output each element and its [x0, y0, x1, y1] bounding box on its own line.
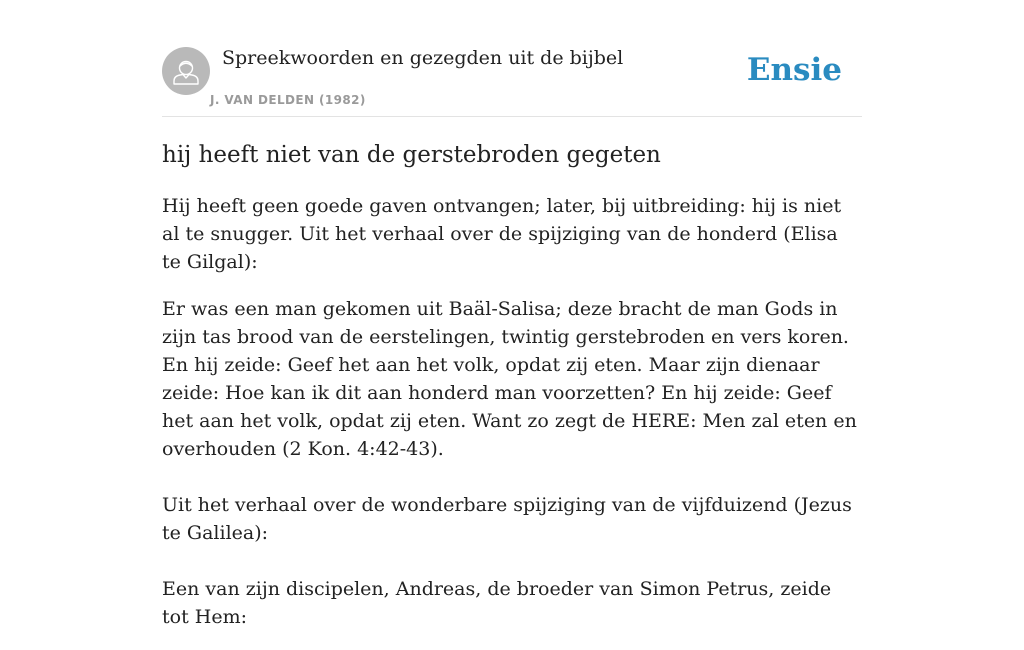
book-title[interactable]: Spreekwoorden en gezegden uit de bijbel [222, 47, 624, 69]
user-silhouette-icon [162, 47, 210, 95]
entry-paragraph: Er was een man gekomen uit Baäl-Salisa; deze bracht de man Gods in zijn tas brood van de eerstelingen, twintig gerstebroden en vers koren. En hij zeide: Geef het aan het volk, opdat zij eten. Maar zijn dienaar zeide: Hoe kan ik dit aan honderd man voorzetten? En hij zeide: Geef het aan het volk, opdat zij eten. Want zo zegt de HERE: Men zal eten en overhouden (2 Kon. 4:42-43). [162, 298, 857, 460]
avatar[interactable] [162, 47, 210, 95]
header [162, 0, 862, 117]
entry-title: hij heeft niet van de gerstebroden gegeten [162, 142, 661, 168]
entry-paragraph: Uit het verhaal over de wonderbare spijziging van de vijfduizend (Jezus te Galilea): [162, 494, 852, 544]
ensie-logo[interactable]: Ensie [746, 52, 842, 88]
entry-paragraph: Een van zijn discipelen, Andreas, de broeder van Simon Petrus, zeide tot Hem: [162, 578, 832, 628]
page-container [162, 0, 862, 628]
entry-paragraph: Hij heeft geen goede gaven ontvangen; later, bij uitbreiding: hij is niet al te snugger. Uit het verhaal over de spijziging van de honderd (Elisa te Gilgal): [162, 195, 842, 273]
entry-content [162, 192, 862, 650]
author-byline: J. VAN DELDEN (1982) [210, 93, 366, 107]
